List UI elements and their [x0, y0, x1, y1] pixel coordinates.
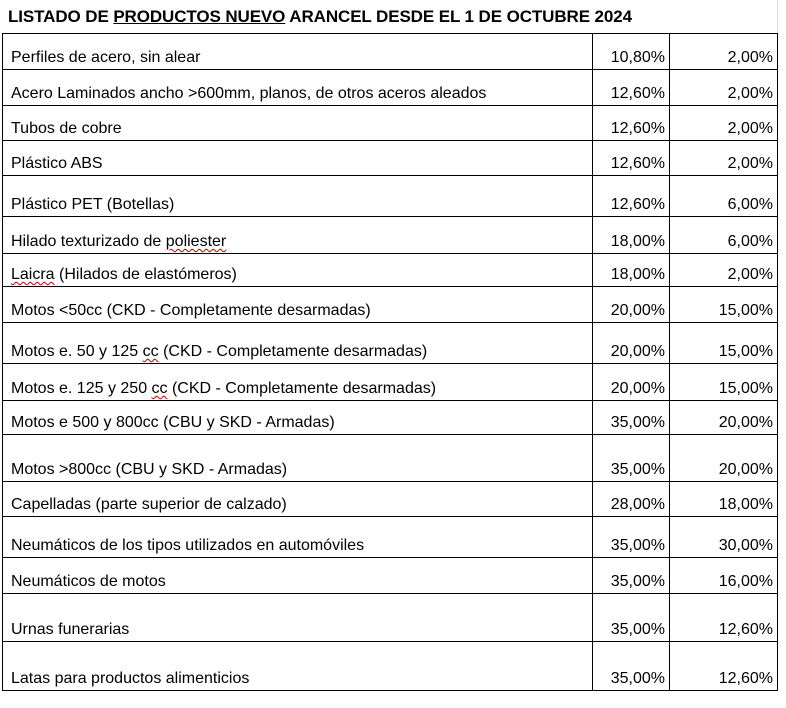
new-tariff-cell[interactable]: 12,60% — [670, 594, 778, 642]
current-tariff-cell[interactable]: 18,00% — [593, 254, 670, 287]
new-tariff-cell[interactable]: 2,00% — [670, 106, 778, 141]
table-row — [3, 217, 778, 254]
current-tariff-cell[interactable]: 20,00% — [593, 364, 670, 401]
table-row — [3, 435, 778, 482]
current-tariff-cell[interactable]: 35,00% — [593, 517, 670, 558]
product-description-cell[interactable] — [3, 482, 593, 517]
product-description-cell[interactable] — [3, 364, 593, 401]
table-row — [3, 594, 778, 642]
new-tariff-cell[interactable]: 20,00% — [670, 401, 778, 435]
current-tariff-cell[interactable]: 18,00% — [593, 217, 670, 254]
new-tariff-cell[interactable]: 15,00% — [670, 323, 778, 364]
new-tariff-cell[interactable]: 18,00% — [670, 482, 778, 517]
current-tariff-cell[interactable]: 12,60% — [593, 70, 670, 106]
current-tariff-cell[interactable]: 35,00% — [593, 435, 670, 482]
spellcheck-word: cc — [142, 343, 159, 360]
current-tariff-cell[interactable]: 20,00% — [593, 287, 670, 323]
table-row — [3, 70, 778, 106]
product-description-cell[interactable] — [3, 70, 593, 106]
table-row — [3, 482, 778, 517]
table-row — [3, 323, 778, 364]
description-text: Motos e. 125 y 250 — [11, 380, 152, 397]
current-tariff-cell[interactable]: 12,60% — [593, 141, 670, 176]
new-tariff-cell[interactable]: 6,00% — [670, 217, 778, 254]
new-tariff-cell[interactable]: 20,00% — [670, 435, 778, 482]
description-text: Motos >800cc (CBU y SKD - Armadas) — [11, 461, 288, 478]
table-row — [3, 34, 778, 70]
table-row — [3, 558, 778, 594]
table-row — [3, 254, 778, 287]
description-text: Plástico PET (Botellas) — [11, 196, 175, 213]
description-text: Urnas funerarias — [11, 621, 130, 638]
title-suffix: ARANCEL DESDE EL 1 DE OCTUBRE 2024 — [285, 7, 632, 26]
table-row — [3, 287, 778, 323]
description-text: Neumáticos de los tipos utilizados en automóviles — [11, 537, 365, 554]
description-text: Hilado texturizado de — [11, 233, 166, 250]
product-description-cell[interactable] — [3, 106, 593, 141]
title-prefix: LISTADO DE — [8, 7, 114, 26]
description-text: Latas para productos alimenticios — [11, 670, 250, 687]
product-description-cell[interactable] — [3, 287, 593, 323]
current-tariff-cell[interactable]: 35,00% — [593, 594, 670, 642]
table-row — [3, 401, 778, 435]
title-underlined: PRODUCTOS NUEVO — [113, 7, 286, 26]
description-text: Acero Laminados ancho >600mm, planos, de otros aceros aleados — [11, 85, 487, 102]
description-text: Tubos de cobre — [11, 120, 122, 137]
description-text: Motos e. 50 y 125 — [11, 343, 143, 360]
product-description-cell[interactable] — [3, 34, 593, 70]
new-tariff-cell[interactable]: 16,00% — [670, 558, 778, 594]
description-text: (CKD - Completamente desarmadas) — [167, 380, 437, 397]
product-description-cell[interactable] — [3, 558, 593, 594]
new-tariff-cell[interactable]: 15,00% — [670, 364, 778, 401]
product-description-cell[interactable] — [3, 323, 593, 364]
product-description-cell[interactable] — [3, 642, 593, 691]
current-tariff-cell[interactable]: 35,00% — [593, 642, 670, 691]
current-tariff-cell[interactable]: 28,00% — [593, 482, 670, 517]
new-tariff-cell[interactable]: 2,00% — [670, 254, 778, 287]
new-tariff-cell[interactable]: 15,00% — [670, 287, 778, 323]
description-text: Capelladas (parte superior de calzado) — [11, 496, 287, 513]
product-description-cell[interactable] — [3, 217, 593, 254]
table-row — [3, 517, 778, 558]
current-tariff-cell[interactable]: 35,00% — [593, 401, 670, 435]
product-description-cell[interactable] — [3, 176, 593, 217]
description-text: Neumáticos de motos — [11, 573, 166, 590]
product-description-cell[interactable] — [3, 435, 593, 482]
current-tariff-cell[interactable]: 12,60% — [593, 106, 670, 141]
table-row — [3, 176, 778, 217]
table-row — [3, 642, 778, 691]
current-tariff-cell[interactable]: 12,60% — [593, 176, 670, 217]
description-text: Motos <50cc (CKD - Completamente desarmadas) — [11, 302, 371, 319]
description-text: Motos e 500 y 800cc (CBU y SKD - Armadas) — [11, 414, 335, 431]
spellcheck-word: poliester — [165, 233, 227, 250]
new-tariff-cell[interactable]: 12,60% — [670, 642, 778, 691]
product-description-cell[interactable] — [3, 517, 593, 558]
product-description-cell[interactable] — [3, 141, 593, 176]
sheet-title — [8, 7, 632, 27]
title-band — [0, 0, 778, 33]
product-description-cell[interactable] — [3, 594, 593, 642]
new-tariff-cell[interactable]: 2,00% — [670, 34, 778, 70]
description-text: (Hilados de elastómeros) — [54, 266, 237, 283]
product-description-cell[interactable] — [3, 401, 593, 435]
new-tariff-cell[interactable]: 30,00% — [670, 517, 778, 558]
spellcheck-word: Laicra — [11, 266, 55, 283]
new-tariff-cell[interactable]: 6,00% — [670, 176, 778, 217]
description-text: Perfiles de acero, sin alear — [11, 49, 201, 66]
table-row — [3, 141, 778, 176]
product-description-cell[interactable] — [3, 254, 593, 287]
products-table-body — [3, 34, 778, 691]
table-row — [3, 364, 778, 401]
current-tariff-cell[interactable]: 35,00% — [593, 558, 670, 594]
new-tariff-cell[interactable]: 2,00% — [670, 70, 778, 106]
description-text: Plástico ABS — [11, 155, 103, 172]
products-table — [2, 33, 778, 691]
current-tariff-cell[interactable]: 20,00% — [593, 323, 670, 364]
new-tariff-cell[interactable]: 2,00% — [670, 141, 778, 176]
spellcheck-word: cc — [151, 380, 168, 397]
description-text: (CKD - Completamente desarmadas) — [158, 343, 428, 360]
current-tariff-cell[interactable]: 10,80% — [593, 34, 670, 70]
table-row — [3, 106, 778, 141]
